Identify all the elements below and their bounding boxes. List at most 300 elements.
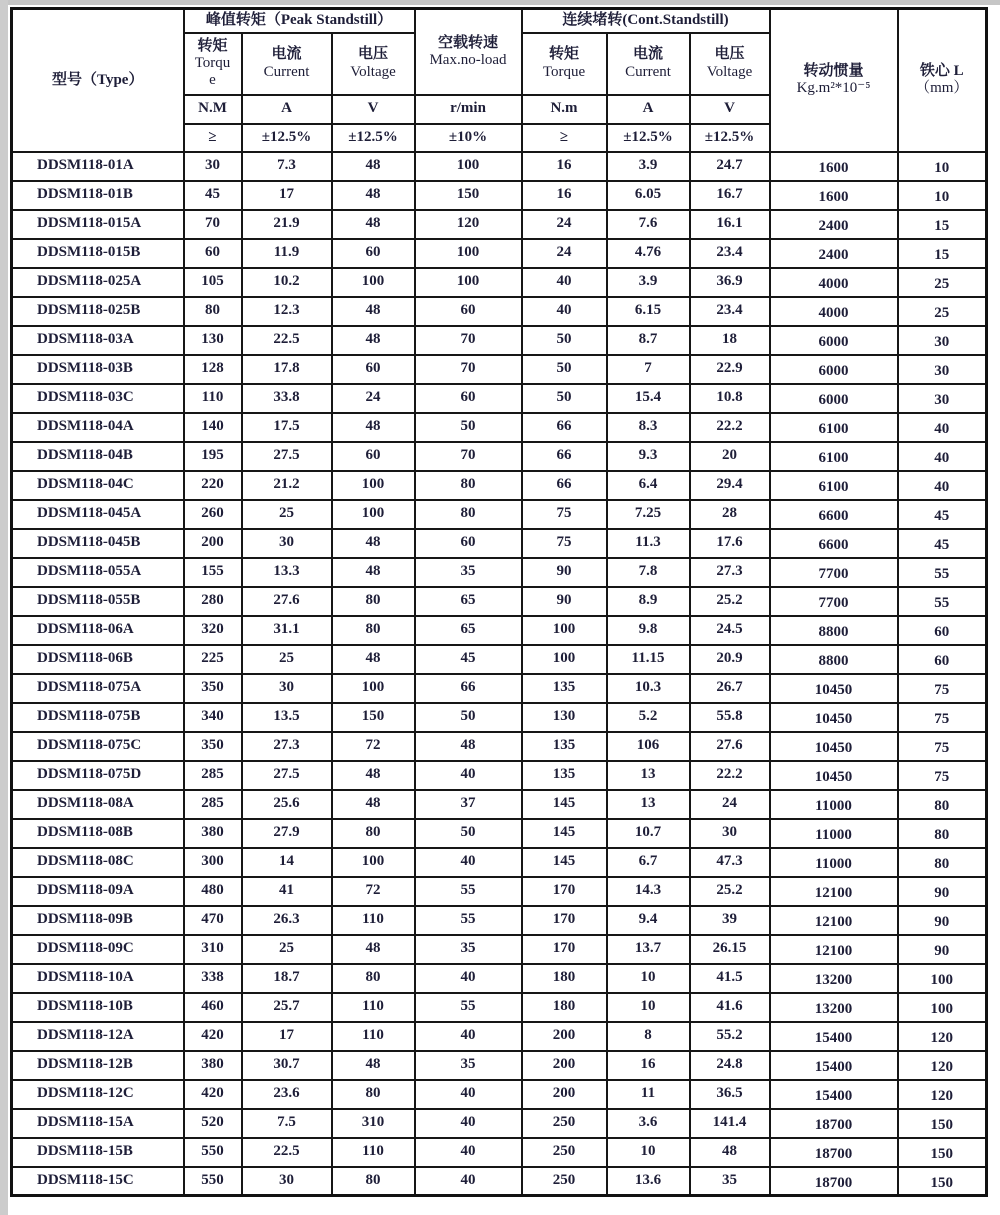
cell-cont-voltage: 26.7 [690,674,770,703]
cell-peak-current: 13.3 [242,558,332,587]
cell-inertia: 2400 [770,210,898,239]
cell-peak-torque: 470 [184,906,242,935]
cell-core-length: 80 [898,819,987,848]
cell-cont-torque: 100 [522,616,607,645]
cell-cont-current: 7.8 [607,558,690,587]
header-noload-en: Max.no-load [429,51,507,68]
cell-core-length: 90 [898,935,987,964]
cell-cont-torque: 170 [522,877,607,906]
cell-max-no-load: 35 [415,935,522,964]
peak-torque-cn: 转矩 [197,37,228,54]
cell-peak-voltage: 48 [332,790,415,819]
cell-cont-torque: 90 [522,587,607,616]
cell-type: DDSM118-10A [12,964,184,993]
cell-cont-torque: 24 [522,210,607,239]
tol-peak-current: ±12.5% [242,124,332,152]
cell-cont-torque: 66 [522,471,607,500]
table-row [12,1109,987,1138]
cell-type: DDSM118-12A [12,1022,184,1051]
cell-cont-current: 11 [607,1080,690,1109]
cell-type: DDSM118-08B [12,819,184,848]
unit-cont-voltage: V [690,95,770,124]
cell-inertia: 10450 [770,703,898,732]
cell-cont-current: 8.3 [607,413,690,442]
cell-cont-voltage: 16.7 [690,181,770,210]
cell-max-no-load: 35 [415,1051,522,1080]
cell-cont-current: 16 [607,1051,690,1080]
cell-type: DDSM118-06B [12,645,184,674]
cell-peak-torque: 300 [184,848,242,877]
cell-peak-voltage: 48 [332,761,415,790]
cell-type: DDSM118-04C [12,471,184,500]
cell-type: DDSM118-075B [12,703,184,732]
cell-max-no-load: 40 [415,848,522,877]
cell-type: DDSM118-015B [12,239,184,268]
unit-noload: r/min [415,95,522,124]
cell-peak-voltage: 72 [332,732,415,761]
cell-cont-voltage: 39 [690,906,770,935]
cell-cont-current: 9.8 [607,616,690,645]
cell-peak-voltage: 110 [332,1138,415,1167]
cell-type: DDSM118-01B [12,181,184,210]
table-row [12,616,987,645]
cell-peak-current: 25.6 [242,790,332,819]
cell-max-no-load: 150 [415,181,522,210]
cell-cont-current: 13 [607,761,690,790]
cell-peak-torque: 340 [184,703,242,732]
peak-current-cn: 电流 [271,46,302,63]
cell-max-no-load: 40 [415,1080,522,1109]
cell-peak-voltage: 100 [332,500,415,529]
cell-cont-torque: 145 [522,819,607,848]
cell-cont-torque: 40 [522,268,607,297]
cell-peak-torque: 140 [184,413,242,442]
cell-peak-voltage: 80 [332,1167,415,1196]
table-row [12,413,987,442]
cell-peak-current: 41 [242,877,332,906]
cell-type: DDSM118-075C [12,732,184,761]
cell-type: DDSM118-15C [12,1167,184,1196]
cell-peak-current: 21.2 [242,471,332,500]
cell-cont-voltage: 20.9 [690,645,770,674]
cell-inertia: 12100 [770,877,898,906]
cell-core-length: 100 [898,993,987,1022]
cell-peak-current: 17 [242,1022,332,1051]
cell-inertia: 4000 [770,268,898,297]
cell-type: DDSM118-12B [12,1051,184,1080]
cell-cont-current: 10 [607,1138,690,1167]
table-row [12,906,987,935]
cell-max-no-load: 60 [415,297,522,326]
cell-cont-voltage: 36.9 [690,268,770,297]
cell-inertia: 6000 [770,326,898,355]
cell-type: DDSM118-10B [12,993,184,1022]
cell-core-length: 120 [898,1051,987,1080]
cell-core-length: 30 [898,326,987,355]
cell-cont-torque: 180 [522,964,607,993]
header-core-length [898,9,987,152]
cell-peak-voltage: 60 [332,442,415,471]
scan-edge-top [0,0,1000,5]
table-row [12,877,987,906]
cell-max-no-load: 55 [415,877,522,906]
cell-peak-torque: 45 [184,181,242,210]
tol-noload: ±10% [415,124,522,152]
cell-cont-voltage: 22.2 [690,761,770,790]
cell-cont-torque: 90 [522,558,607,587]
header-noload-cn: 空载转速 [437,34,498,51]
cell-peak-torque: 350 [184,674,242,703]
cell-peak-current: 18.7 [242,964,332,993]
cont-torque-cn: 转矩 [548,46,579,63]
cell-core-length: 45 [898,500,987,529]
cell-peak-voltage: 48 [332,152,415,181]
table-row [12,587,987,616]
cell-peak-torque: 460 [184,993,242,1022]
cell-core-length: 80 [898,848,987,877]
header-inertia [770,9,898,152]
tol-peak-voltage: ±12.5% [332,124,415,152]
cell-peak-torque: 200 [184,529,242,558]
header-cont-current [607,33,690,95]
cell-cont-voltage: 24.7 [690,152,770,181]
cell-type: DDSM118-06A [12,616,184,645]
cell-max-no-load: 45 [415,645,522,674]
cell-core-length: 75 [898,703,987,732]
cell-inertia: 10450 [770,674,898,703]
cell-type: DDSM118-09A [12,877,184,906]
cell-core-length: 40 [898,413,987,442]
cell-peak-voltage: 110 [332,993,415,1022]
cell-core-length: 55 [898,587,987,616]
cell-inertia: 8800 [770,616,898,645]
table-row [12,268,987,297]
cell-cont-current: 5.2 [607,703,690,732]
cell-max-no-load: 70 [415,442,522,471]
cell-type: DDSM118-045A [12,500,184,529]
cell-peak-torque: 550 [184,1167,242,1196]
cell-peak-torque: 420 [184,1080,242,1109]
cell-max-no-load: 37 [415,790,522,819]
cell-cont-torque: 24 [522,239,607,268]
cell-peak-voltage: 48 [332,413,415,442]
unit-cont-current: A [607,95,690,124]
header-cont-group: 连续堵转(Cont.Standstill) [522,9,770,33]
cell-peak-voltage: 48 [332,297,415,326]
cell-inertia: 10450 [770,732,898,761]
cell-peak-current: 26.3 [242,906,332,935]
cell-peak-voltage: 48 [332,1051,415,1080]
cell-peak-torque: 285 [184,761,242,790]
cell-cont-torque: 200 [522,1022,607,1051]
cell-peak-voltage: 48 [332,210,415,239]
cell-cont-voltage: 48 [690,1138,770,1167]
cell-cont-voltage: 29.4 [690,471,770,500]
cell-inertia: 2400 [770,239,898,268]
cell-cont-current: 3.9 [607,268,690,297]
tol-cont-voltage: ±12.5% [690,124,770,152]
cell-cont-torque: 50 [522,326,607,355]
cell-peak-torque: 338 [184,964,242,993]
cell-max-no-load: 100 [415,268,522,297]
spec-table-body [12,152,987,1196]
cell-peak-current: 23.6 [242,1080,332,1109]
cell-cont-voltage: 41.5 [690,964,770,993]
cell-peak-current: 30.7 [242,1051,332,1080]
cell-cont-current: 3.6 [607,1109,690,1138]
cell-peak-voltage: 48 [332,181,415,210]
cell-type: DDSM118-09C [12,935,184,964]
cell-core-length: 10 [898,152,987,181]
cell-cont-torque: 135 [522,732,607,761]
table-row [12,790,987,819]
cell-inertia: 6600 [770,529,898,558]
cell-core-length: 60 [898,645,987,674]
cell-max-no-load: 60 [415,529,522,558]
cell-cont-voltage: 17.6 [690,529,770,558]
header-group-row [12,9,987,33]
header-noload [415,9,522,95]
cell-peak-voltage: 48 [332,326,415,355]
cell-peak-torque: 285 [184,790,242,819]
cell-max-no-load: 70 [415,326,522,355]
cell-peak-current: 25 [242,935,332,964]
cell-type: DDSM118-055A [12,558,184,587]
table-row [12,529,987,558]
cell-inertia: 13200 [770,964,898,993]
cell-cont-torque: 135 [522,674,607,703]
cell-cont-current: 7.25 [607,500,690,529]
cell-core-length: 15 [898,239,987,268]
cell-peak-voltage: 72 [332,877,415,906]
cell-inertia: 6100 [770,471,898,500]
cell-cont-torque: 250 [522,1167,607,1196]
cell-peak-torque: 128 [184,355,242,384]
cell-core-length: 150 [898,1138,987,1167]
unit-cont-torque: N.m [522,95,607,124]
cell-peak-current: 7.5 [242,1109,332,1138]
cell-cont-current: 11.15 [607,645,690,674]
cell-cont-voltage: 23.4 [690,297,770,326]
cell-cont-current: 8 [607,1022,690,1051]
cell-type: DDSM118-015A [12,210,184,239]
table-row [12,848,987,877]
cell-peak-voltage: 48 [332,645,415,674]
cell-inertia: 6600 [770,500,898,529]
cell-cont-current: 9.4 [607,906,690,935]
cell-core-length: 30 [898,384,987,413]
cell-cont-voltage: 10.8 [690,384,770,413]
cell-cont-torque: 66 [522,442,607,471]
cell-peak-voltage: 48 [332,529,415,558]
unit-peak-voltage: V [332,95,415,124]
cell-cont-voltage: 25.2 [690,877,770,906]
cell-peak-torque: 220 [184,471,242,500]
header-core-cn: 铁心 L [919,63,964,79]
cell-peak-current: 17 [242,181,332,210]
cell-peak-current: 27.9 [242,819,332,848]
cell-cont-voltage: 27.3 [690,558,770,587]
table-row [12,326,987,355]
cell-core-length: 150 [898,1109,987,1138]
cell-peak-voltage: 60 [332,355,415,384]
cell-cont-current: 8.9 [607,587,690,616]
cell-peak-current: 33.8 [242,384,332,413]
cell-inertia: 18700 [770,1138,898,1167]
cell-inertia: 10450 [770,761,898,790]
table-row [12,1138,987,1167]
cell-type: DDSM118-09B [12,906,184,935]
cell-cont-voltage: 27.6 [690,732,770,761]
unit-peak-torque: N.M [184,95,242,124]
cell-peak-voltage: 80 [332,587,415,616]
table-row [12,1022,987,1051]
cell-cont-current: 6.4 [607,471,690,500]
cell-max-no-load: 100 [415,239,522,268]
cell-peak-current: 31.1 [242,616,332,645]
cell-cont-voltage: 22.2 [690,413,770,442]
cell-peak-torque: 60 [184,239,242,268]
cell-type: DDSM118-045B [12,529,184,558]
cell-cont-torque: 50 [522,384,607,413]
header-inertia-cn: 转动惯量 [803,63,864,79]
cell-cont-voltage: 55.2 [690,1022,770,1051]
cell-peak-voltage: 48 [332,935,415,964]
table-row [12,819,987,848]
cell-cont-current: 14.3 [607,877,690,906]
cell-cont-current: 13 [607,790,690,819]
cell-cont-voltage: 36.5 [690,1080,770,1109]
cell-cont-voltage: 55.8 [690,703,770,732]
cell-max-no-load: 66 [415,674,522,703]
cell-peak-torque: 195 [184,442,242,471]
cell-max-no-load: 40 [415,1022,522,1051]
cell-peak-current: 27.6 [242,587,332,616]
cell-cont-voltage: 30 [690,819,770,848]
table-row [12,558,987,587]
cell-core-length: 25 [898,268,987,297]
cont-voltage-en: Voltage [706,63,753,80]
cell-type: DDSM118-04B [12,442,184,471]
header-peak-group: 峰值转矩（Peak Standstill） [184,9,415,33]
cell-cont-torque: 50 [522,355,607,384]
motor-spec-table [10,7,988,1197]
cell-type: DDSM118-055B [12,587,184,616]
cell-cont-current: 106 [607,732,690,761]
cell-peak-current: 25 [242,645,332,674]
cell-cont-torque: 200 [522,1080,607,1109]
cell-core-length: 80 [898,790,987,819]
peak-voltage-en: Voltage [350,63,396,80]
cell-cont-current: 4.76 [607,239,690,268]
cell-cont-voltage: 26.15 [690,935,770,964]
cell-type: DDSM118-025B [12,297,184,326]
cell-core-length: 75 [898,674,987,703]
cell-cont-torque: 40 [522,297,607,326]
cell-max-no-load: 40 [415,1138,522,1167]
table-row [12,239,987,268]
cell-core-length: 45 [898,529,987,558]
cell-core-length: 75 [898,732,987,761]
cell-peak-current: 21.9 [242,210,332,239]
cell-peak-voltage: 100 [332,471,415,500]
cell-cont-torque: 135 [522,761,607,790]
cell-type: DDSM118-08A [12,790,184,819]
cell-cont-current: 15.4 [607,384,690,413]
cell-inertia: 15400 [770,1022,898,1051]
cell-core-length: 25 [898,297,987,326]
cell-cont-torque: 130 [522,703,607,732]
cell-core-length: 75 [898,761,987,790]
table-row [12,152,987,181]
cell-max-no-load: 48 [415,732,522,761]
cell-peak-voltage: 100 [332,848,415,877]
cell-cont-voltage: 24 [690,790,770,819]
cont-voltage-cn: 电压 [714,46,745,63]
cell-cont-torque: 145 [522,848,607,877]
cell-max-no-load: 40 [415,964,522,993]
cell-max-no-load: 65 [415,616,522,645]
cell-inertia: 11000 [770,790,898,819]
cell-peak-voltage: 80 [332,964,415,993]
table-row [12,1080,987,1109]
cell-peak-voltage: 310 [332,1109,415,1138]
cell-max-no-load: 80 [415,471,522,500]
tol-cont-torque: ≥ [522,124,607,152]
cell-inertia: 12100 [770,906,898,935]
cell-cont-torque: 180 [522,993,607,1022]
header-inertia-unit: Kg.m²*10⁻⁵ [796,80,871,97]
tol-cont-current: ±12.5% [607,124,690,152]
cell-peak-torque: 260 [184,500,242,529]
cell-cont-current: 6.7 [607,848,690,877]
cell-peak-current: 30 [242,529,332,558]
header-peak-current [242,33,332,95]
cell-max-no-load: 50 [415,819,522,848]
peak-voltage-cn: 电压 [357,46,388,63]
cell-cont-torque: 250 [522,1138,607,1167]
cell-cont-current: 10 [607,993,690,1022]
cell-max-no-load: 40 [415,761,522,790]
cell-max-no-load: 60 [415,384,522,413]
table-row [12,761,987,790]
table-row [12,703,987,732]
cell-peak-torque: 130 [184,326,242,355]
cell-cont-voltage: 24.5 [690,616,770,645]
table-row [12,355,987,384]
cell-cont-torque: 75 [522,500,607,529]
cell-core-length: 120 [898,1022,987,1051]
cell-peak-voltage: 110 [332,906,415,935]
cell-type: DDSM118-025A [12,268,184,297]
cell-peak-torque: 350 [184,732,242,761]
cell-peak-current: 10.2 [242,268,332,297]
cell-peak-current: 7.3 [242,152,332,181]
cell-cont-current: 8.7 [607,326,690,355]
cell-cont-current: 10.3 [607,674,690,703]
cell-peak-torque: 280 [184,587,242,616]
cont-current-en: Current [625,63,671,80]
header-cont-voltage [690,33,770,95]
cell-peak-voltage: 150 [332,703,415,732]
cell-peak-torque: 80 [184,297,242,326]
peak-current-en: Current [263,63,310,80]
cell-cont-current: 6.15 [607,297,690,326]
cell-core-length: 90 [898,877,987,906]
table-row [12,645,987,674]
cell-inertia: 15400 [770,1051,898,1080]
cell-inertia: 11000 [770,848,898,877]
